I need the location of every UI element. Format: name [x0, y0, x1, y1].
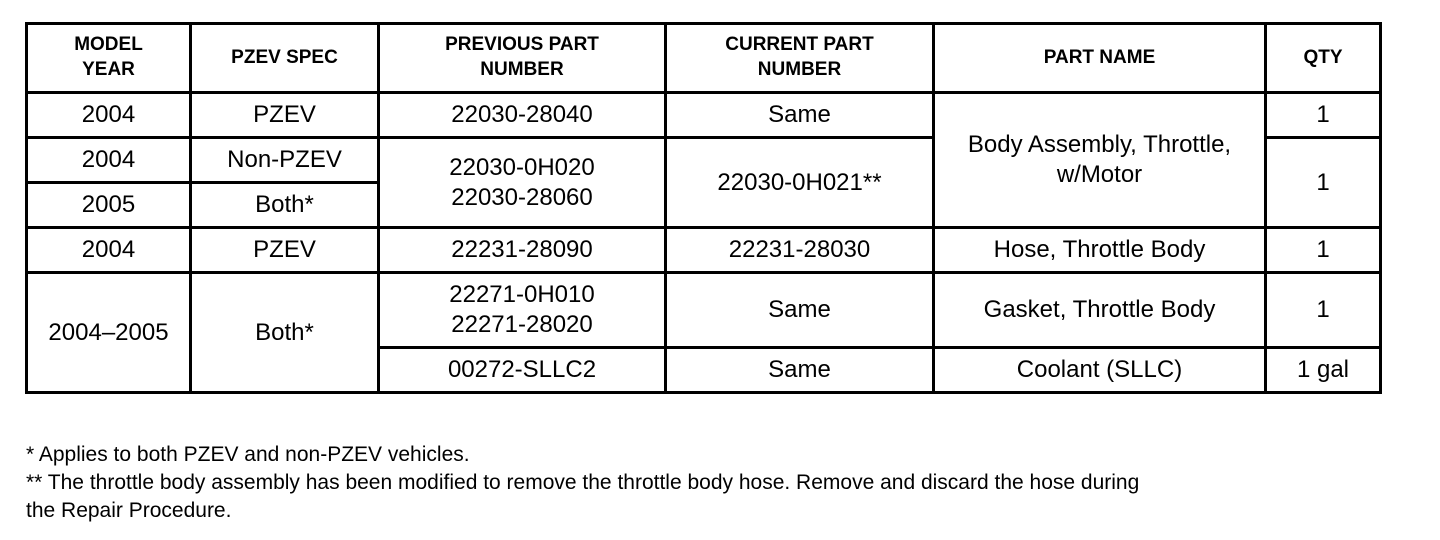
cell-pzev-spec: Both*	[191, 183, 379, 228]
header-model-year	[27, 24, 191, 93]
cell-pzev-spec: Non-PZEV	[191, 138, 379, 183]
cell-text: 22271-28020	[451, 311, 593, 338]
cell-text: 22030-28060	[451, 183, 593, 211]
header-text: PREVIOUS PART	[445, 34, 599, 56]
cell-text: Body Assembly, Throttle,	[967, 131, 1232, 158]
footnote-single-asterisk: * Applies to both PZEV and non-PZEV vehicles.	[26, 443, 470, 466]
header-pzev-spec: PZEV SPEC	[191, 24, 379, 93]
cell-model-year: 2004	[27, 138, 191, 183]
header-part-name: PART NAME	[934, 24, 1266, 93]
footnotes	[26, 441, 1406, 525]
cell-current-part: Same	[666, 273, 934, 348]
cell-text: 22030-0H020	[449, 153, 595, 181]
table-row	[27, 93, 1381, 138]
cell-model-year: 2004	[27, 93, 191, 138]
table-row	[27, 273, 1381, 348]
cell-qty: 1	[1266, 138, 1381, 228]
header-previous-part	[379, 24, 666, 93]
cell-previous-part: 22030-28040	[379, 93, 666, 138]
header-qty: QTY	[1266, 24, 1381, 93]
header-text: CURRENT PART	[725, 34, 874, 56]
cell-model-year: 2005	[27, 183, 191, 228]
cell-part-name: Gasket, Throttle Body	[934, 273, 1266, 348]
cell-part-name	[934, 93, 1266, 228]
header-text: MODEL	[74, 34, 143, 56]
cell-qty: 1	[1266, 228, 1381, 273]
header-text: NUMBER	[480, 59, 564, 80]
header-current-part	[666, 24, 934, 93]
cell-qty: 1	[1266, 273, 1381, 348]
cell-model-year: 2004–2005	[27, 273, 191, 393]
footnote-double-asterisk-continued: the Repair Procedure.	[26, 499, 232, 522]
cell-previous-part: 00272-SLLC2	[379, 348, 666, 393]
cell-previous-part	[379, 138, 666, 228]
header-text: NUMBER	[757, 59, 842, 80]
header-row	[27, 24, 1381, 93]
cell-previous-part	[379, 273, 666, 348]
cell-model-year: 2004	[27, 228, 191, 273]
header-text: YEAR	[82, 59, 135, 80]
cell-text: w/Motor	[1056, 161, 1143, 188]
cell-text: 22271-0H010	[449, 281, 595, 308]
table-row	[27, 228, 1381, 273]
cell-qty: 1	[1266, 93, 1381, 138]
parts-table	[25, 22, 1382, 394]
cell-previous-part: 22231-28090	[379, 228, 666, 273]
cell-pzev-spec: Both*	[191, 273, 379, 393]
cell-pzev-spec: PZEV	[191, 93, 379, 138]
cell-current-part: 22030-0H021**	[666, 138, 934, 228]
cell-current-part: Same	[666, 348, 934, 393]
footnote-double-asterisk: ** The throttle body assembly has been modified to remove the throttle body hose. Remove and discard the hose during	[26, 471, 1140, 494]
cell-qty: 1 gal	[1266, 348, 1381, 393]
cell-pzev-spec: PZEV	[191, 228, 379, 273]
cell-part-name: Hose, Throttle Body	[934, 228, 1266, 273]
cell-part-name: Coolant (SLLC)	[934, 348, 1266, 393]
cell-current-part: Same	[666, 93, 934, 138]
cell-current-part: 22231-28030	[666, 228, 934, 273]
